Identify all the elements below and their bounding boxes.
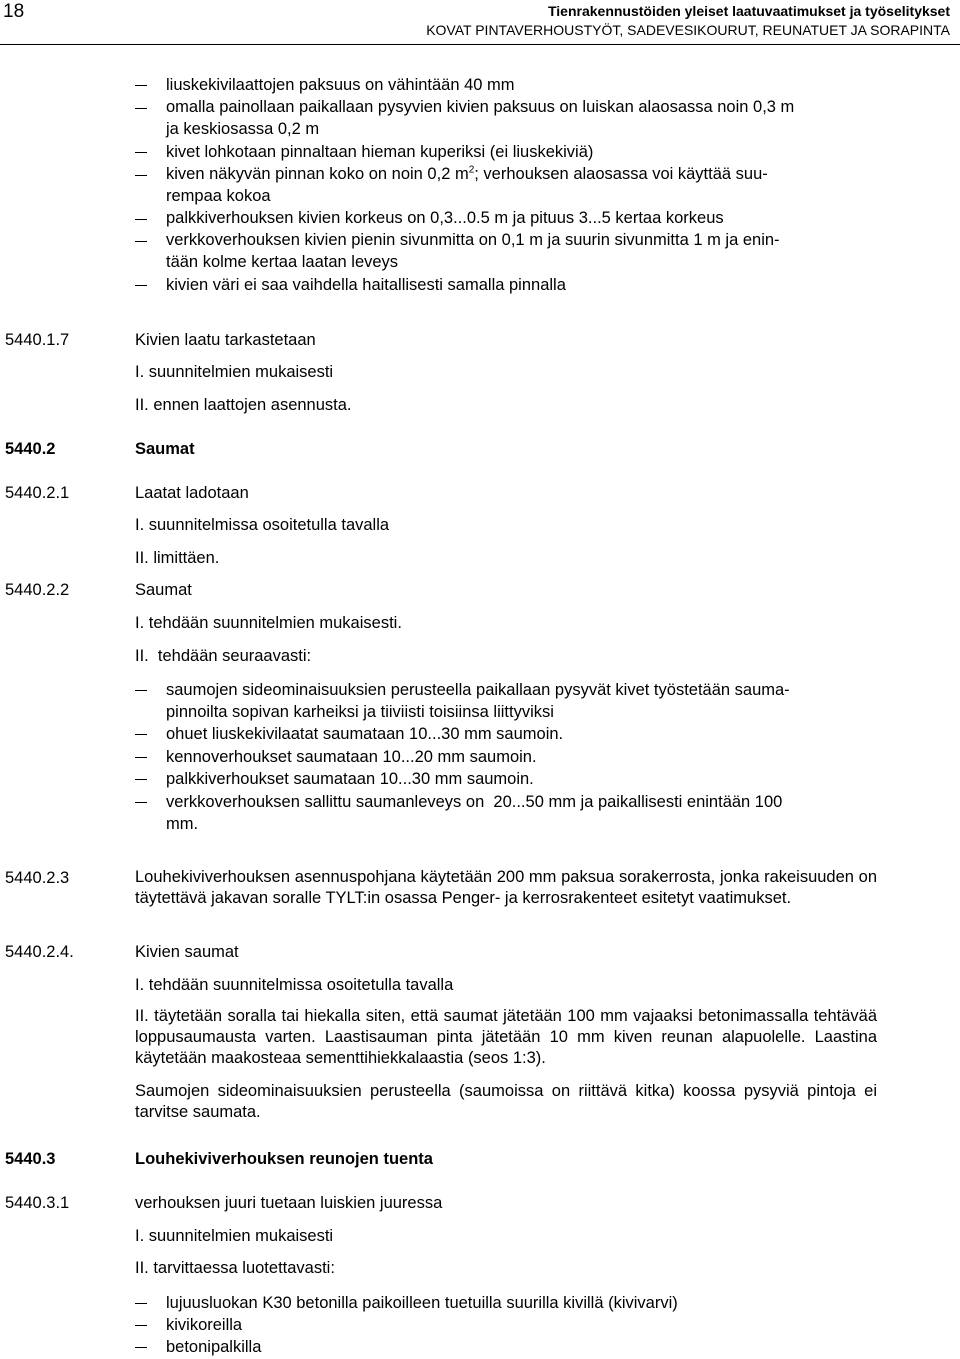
option-ii: II. tehdään seuraavasti: [135,647,312,665]
option-ii: II. tarvittaessa luotettavasti: [135,1259,335,1277]
page-number: 18 [3,1,25,22]
section-title: Saumat [135,581,192,599]
list-item: palkkiverhouksen kivien korkeus on 0,3...0.5 m ja pituus 3...5 kertaa korkeus [166,209,724,227]
list-dash [135,241,147,242]
list-dash [135,285,147,286]
list-item: betonipalkilla [166,1338,262,1356]
section-title: Kivien laatu tarkastetaan [135,331,316,349]
option-i: I. tehdään suunnitelmissa osoitetulla tavalla [135,976,454,994]
option-ii: II. ennen laattojen asennusta. [135,396,352,414]
option-i: I. tehdään suunnitelmien mukaisesti. [135,614,402,632]
list-item: omalla painollaan paikallaan pysyvien kivien paksuus on luiskan alaosassa noin 0,3 m [166,98,795,116]
section-title: Kivien saumat [135,943,239,961]
section-number: 5440.1.7 [5,331,70,349]
list-item: kivien väri ei saa vaihdella haitallisesti samalla pinnalla [166,276,566,294]
list-item-continuation: ja keskiosassa 0,2 m [166,120,320,138]
list-dash [135,1347,147,1348]
list-dash [135,152,147,153]
list-dash [135,690,147,691]
header-rule [0,44,960,45]
list-item: palkkiverhoukset saumataan 10...30 mm saumoin. [166,770,534,788]
list-item: kennoverhoukset saumataan 10...20 mm saumoin. [166,748,537,766]
section-number: 5440.2.4. [5,943,74,961]
list-item: lujuusluokan K30 betonilla paikoilleen tuetuilla suurilla kivillä (kivivarvi) [166,1294,678,1312]
list-item-continuation: rempaa kokoa [166,187,271,205]
section-paragraph: Saumojen sideominaisuuksien perusteella (saumoissa on riittävä kitka) koossa pysyviä pintoja ei tarvitse saumata. [135,1082,877,1121]
section-paragraph: Louhekiviverhouksen asennuspohjana käytetään 200 mm paksua sorakerrosta, jonka rakeisuuden on täytettävä jakavan soralle TYLT:in osassa Penger- ja kerrosrakenteet esitetyt vaatimukset. [135,868,877,907]
section-heading: Louhekiviverhouksen reunojen tuenta [135,1150,433,1168]
section-number: 5440.2 [5,440,56,458]
section-heading: Saumat [135,440,195,458]
list-item: kivikoreilla [166,1316,243,1334]
list-item: kiven näkyvän pinnan koko on noin 0,2 $m^2$; verhouksen alaosassa voi käyttää suu- [166,164,768,183]
list-item: liuskekivilaattojen paksuus on vähintään 40 mm [166,76,515,94]
list-item-continuation: tään kolme kertaa laatan leveys [166,253,399,271]
header-title: Tienrakennustöiden yleiset laatuvaatimukset ja työselitykset [547,3,950,19]
option-i: I. suunnitelmissa osoitetulla tavalla [135,516,390,534]
section-title: Laatat ladotaan [135,484,249,502]
list-dash [135,175,147,176]
section-number: 5440.2.1 [5,484,70,502]
list-dash [135,219,147,220]
header-subtitle: KOVAT PINTAVERHOUSTYÖT, SADEVESIKOURUT, REUNATUET JA SORAPINTA [426,22,950,38]
list-dash [135,108,147,109]
list-dash [135,757,147,758]
option-ii: II. limittäen. [135,549,220,567]
option-i: I. suunnitelmien mukaisesti [135,363,334,381]
list-dash [135,802,147,803]
section-number: 5440.3 [5,1150,56,1168]
section-number: 5440.2.3 [5,869,70,887]
list-dash [135,779,147,780]
section-title: verhouksen juuri tuetaan luiskien juuressa [135,1194,443,1212]
list-item: verkkoverhouksen kivien pienin sivunmitta on 0,1 m ja suurin sivunmitta 1 m ja enin- [166,231,780,249]
option-i: I. suunnitelmien mukaisesti [135,1227,334,1245]
list-item: kivet lohkotaan pinnaltaan hieman kuperiksi (ei liuskekiviä) [166,143,594,161]
list-item: verkkoverhouksen sallittu saumanleveys on 20...50 mm ja paikallisesti enintään 100 [166,793,783,811]
list-dash [135,1325,147,1326]
list-item-continuation: pinnoilta sopivan karheiksi ja tiiviisti toisiinsa liittyviksi [166,703,554,721]
list-item-continuation: mm. [166,815,199,833]
list-dash [135,734,147,735]
list-item: ohuet liuskekivilaatat saumataan 10...30 mm saumoin. [166,725,564,743]
list-dash [135,85,147,86]
section-number: 5440.2.2 [5,581,70,599]
section-number: 5440.3.1 [5,1194,70,1212]
list-dash [135,1303,147,1304]
option-ii: II. täytetään soralla tai hiekalla siten, että saumat jätetään 100 mm vajaaksi betonimassalla tehtävää loppusaumausta varten. Laastisauman pinta jätetään 10 mm kiven reunan alapuolelle. Laastina käytetään maakosteaa sementtihiekkalaastia (seos 1:3). [135,1007,877,1067]
list-item: saumojen sideominaisuuksien perusteella paikallaan pysyvät kivet työstetään sauma- [166,681,790,699]
